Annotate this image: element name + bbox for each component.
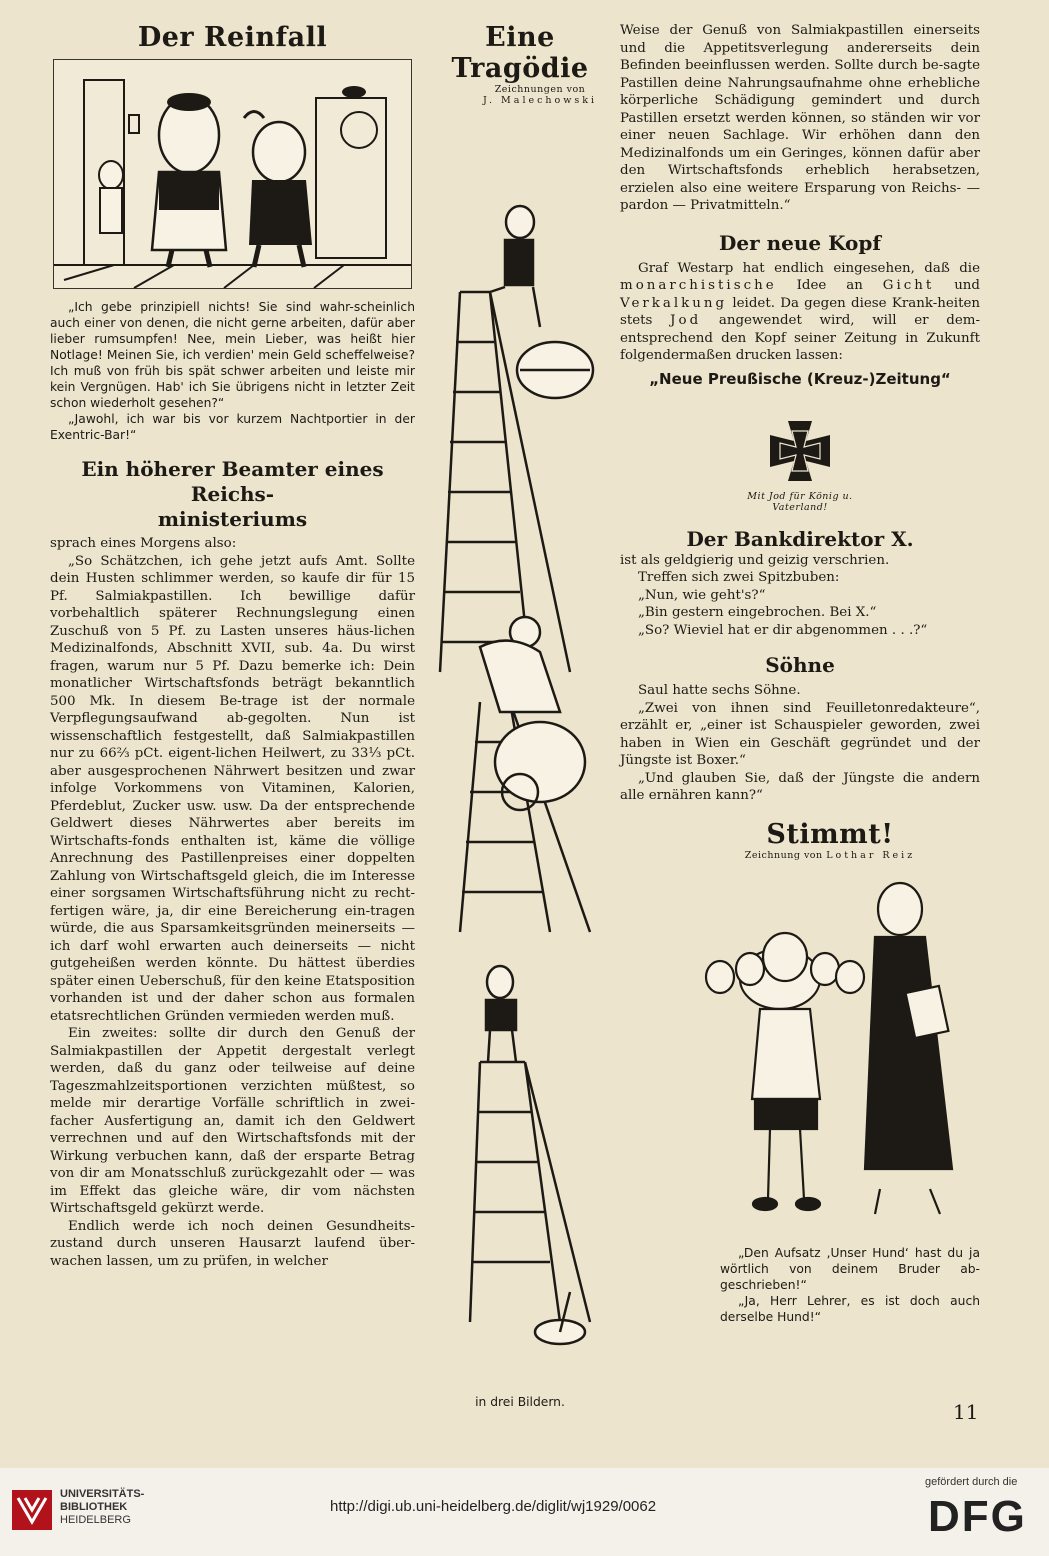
kopf-newspaper-title: „Neue Preußische (Kreuz-)Zeitung“ [649, 369, 951, 388]
kopf-text-4: leidet. Da gegen diese Krank-heiten stets [620, 295, 980, 328]
kopf-text [620, 260, 980, 365]
article-title-line-1: Ein höherer Beamter eines Reichs- [81, 457, 384, 506]
kopf-spaced-1: monarchistische [620, 278, 777, 293]
column-right [620, 22, 980, 1325]
soehne-line-1: Saul hatte sechs Söhne. [638, 683, 801, 698]
article-para-3: Endlich werde ich noch deinen Gesundheits-zustand durch unseren Hausarzt laufend über-wachen lassen, um zu prüfen, in welcher [50, 1218, 415, 1269]
article-continuation: Weise der Genuß von Salmiakpastillen einerseits und die Appetitsverlegung andererseits dein Befinden beeinflussen werden. Sollte durch be-sagte Pastillen deine Nahrungsaufnahme ohne erhebliche körperliche Schädigung gemindert und durch Pastillen ersetzt werden können, so ständen wir vor einer neuen Sachlage. Wir erhöhen dann den Medizinalfonds um ein Geringes, können dafür aber den Wirtschaftsfonds erheblich herabsetzen, erzielen also eine weitere Ersparung von Reichs- — pardon — Privatmitteln.“ [620, 23, 980, 213]
kopf-spaced-4: Jod [670, 313, 702, 328]
title-bankdirektor: Der Bankdirektor X. [686, 526, 914, 551]
title-soehne: Söhne [765, 653, 835, 677]
seal-text: Mit Jod für König u. Vaterland! [747, 490, 853, 513]
cartoon-der-reinfall [53, 59, 412, 289]
stimmt-caption-2: „Ja, Herr Lehrer, es ist doch auch derselbe Hund!“ [720, 1293, 980, 1324]
kopf-text-5: angewendet wird, will er dem-entsprechend den Kopf seiner Zeitung in Zukunft folgendermaßen drucken lassen: [620, 313, 980, 363]
funded-by-label: gefördert durch die [925, 1476, 1018, 1488]
bank-line-5: „So? Wieviel hat er dir abgenommen . . .?“ [638, 622, 928, 638]
tragedy-drawings [420, 112, 620, 1402]
source-url-link[interactable]: http://digi.ub.uni-heidelberg.de/diglit/wj1929/0062 [330, 1498, 657, 1515]
cartoon-caption-1: „Ich gebe prinzipiell nichts! Sie sind wahr-scheinlich auch einer von denen, die nicht gerne arbeiten, dafür aber lieber rumsumpfen! Nee, mein Lieber, was heißt hier Notlage! Meinen Sie, ich verdien' mein Geld scheffelweise? Ich muß von früh bis spät schwer arbeiten und leiste mir kein Vergnügen. Hab' ich Sie übrigens nicht in letzter Zeit schon wiederholt gesehen?“ [50, 300, 415, 410]
title-stimmt: Stimmt! [766, 818, 894, 850]
article-intro: sprach eines Morgens also: [50, 536, 237, 551]
title-der-reinfall: Der Reinfall [137, 22, 328, 53]
bank-line-3: „Nun, wie geht's?“ [638, 587, 766, 603]
stimmt-credit-artist: Lothar Reiz [826, 849, 916, 861]
article-title-line-2: ministeriums [157, 507, 308, 531]
digitization-footer [0, 1468, 1049, 1556]
soehne-line-3: „Und glauben Sie, daß der Jüngste die andern alle ernähren kann?“ [620, 770, 980, 803]
page-number: 11 [953, 1400, 979, 1424]
stimmt-credit-label: Zeichnung von [744, 849, 823, 861]
library-line-2: BIBLIOTHEK [60, 1501, 128, 1513]
bank-line-2: Treffen sich zwei Spitzbuben: [638, 570, 840, 585]
library-line-1: UNIVERSITÄTS- [60, 1488, 145, 1500]
column-middle [420, 22, 620, 1410]
bank-line-4: „Bin gestern eingebrochen. Bei X.“ [638, 605, 877, 620]
dfg-logo: DFG [928, 1492, 1027, 1541]
kopf-spaced-3: Verkalkung [620, 295, 728, 311]
cartoon-der-reinfall-drawing [54, 60, 411, 288]
credit-label: Zeichnungen von [494, 84, 586, 95]
title-der-neue-kopf: Der neue Kopf [719, 230, 881, 255]
kopf-text-3: und [954, 278, 981, 293]
column-left [50, 22, 415, 1270]
kopf-spaced-2: Gicht [882, 278, 935, 293]
credit-artist: J. Malechowski [482, 95, 598, 106]
bank-line-1: ist als geldgierig und geizig verschrien. [620, 552, 890, 568]
library-name [60, 1488, 144, 1527]
article-para-1: „So Schätzchen, ich gehe jetzt aufs Amt. Sollte dein Husten schlimmer werden, so kaufe dir für 15 Pf. Salmiakpastillen. Ich bewillige dafür vorbehaltlich späterer Rechnungslegung einen Zuschuß von 5 Pf. zu Lasten unseres häus-lichen Medizinalfonds, Abschnitt XVII, sub. 4a. Du wirst fragen, warum nur 5 Pf. Dazu bemerke ich: Dein monatlicher Wirtschaftsfonds beträgt bekanntlich 500 Mk. In diesem Be-trage ist der normale Verpflegungsaufwand ab-gegolten. Nun ist wissenschaftlich festgestellt, daß Salmiakpastillen nur zu 66⅔ pCt. eigent-lichen Heilwert, zu 33⅓ pCt. aber ausgesprochenen Nährwert besitzen und zwar infolge Vorkommens von Vitaminen, Kalorien, Pferdeblut, Zucker usw. usw. Da der entsprechende Geldwert dieses Nährwertes aber bereits im Wirtschafts-fonds enthalten ist, käme die völlige Anrechnung des Pastillenpreises einer doppelten Zahlung von Wirtschaftsgeld gleich, die im Interesse einer sorgsamen Wirtschaftsführung nicht zu recht-fertigen wäre, ja, dir eine Bereicherung ein-tragen würde, die aus Sparsamkeitsgründen meinerseits — ich darf wohl erwarten auch deinerseits — nicht gutgeheißen werden könnte. Du hättest überdies später einen Ueberschuß, für den keine Etatsposition vorhanden ist und der daher schon aus formalen etatsrechtlichen Gründen vermieden werden muß. [50, 553, 415, 1024]
kopf-text-1: Graf Westarp hat endlich eingesehen, daß die [638, 260, 980, 276]
tragedy-caption: in drei Bildern. [475, 1395, 565, 1409]
title-eine-tragoedie: Eine Tragödie [451, 22, 589, 84]
cartoon-caption-2: „Jawohl, ich war bis vor kurzem Nachtportier in der Exentric-Bar!“ [50, 412, 415, 442]
iron-cross-seal [740, 391, 860, 511]
stimmt-caption-1: „Den Aufsatz ‚Unser Hund‘ hast du ja wörtlich von deinem Bruder ab-geschrieben!“ [720, 1245, 980, 1292]
stimmt-credit [620, 850, 980, 861]
university-library-logo-icon [10, 1488, 54, 1532]
library-line-3: HEIDELBERG [60, 1514, 131, 1526]
soehne-line-2: „Zwei von ihnen sind Feuilletonredakteure“, erzählt er, „einer ist Schauspieler geworden, zwei haben in Wien ein Geschäft gegründet und der Jüngste ist Boxer.“ [620, 700, 980, 768]
stimmt-drawing [660, 869, 980, 1249]
kopf-text-2: Idee an [796, 278, 863, 293]
article-para-2: Ein zweites: sollte dir durch den Genuß der Salmiakpastillen der Appetit dergestalt verlegt werden, daß du ganz oder teilweise auf deine Tageszmahlzeitsportionen verzichten müßtest, so melde mir derartige Vorfälle schriftlich in zwei-facher Ausfertigung an, damit ich den Geldwert verrechnen und auf den Wirtschaftsfonds mit der Wirkung verbuchen kann, daß der ersparte Betrag von dir am Monatsschluß zurückgezahlt oder — was im Effekt das gleiche wäre, dir vom nächsten Wirtschaftsgeld gekürzt werde. [50, 1026, 415, 1216]
